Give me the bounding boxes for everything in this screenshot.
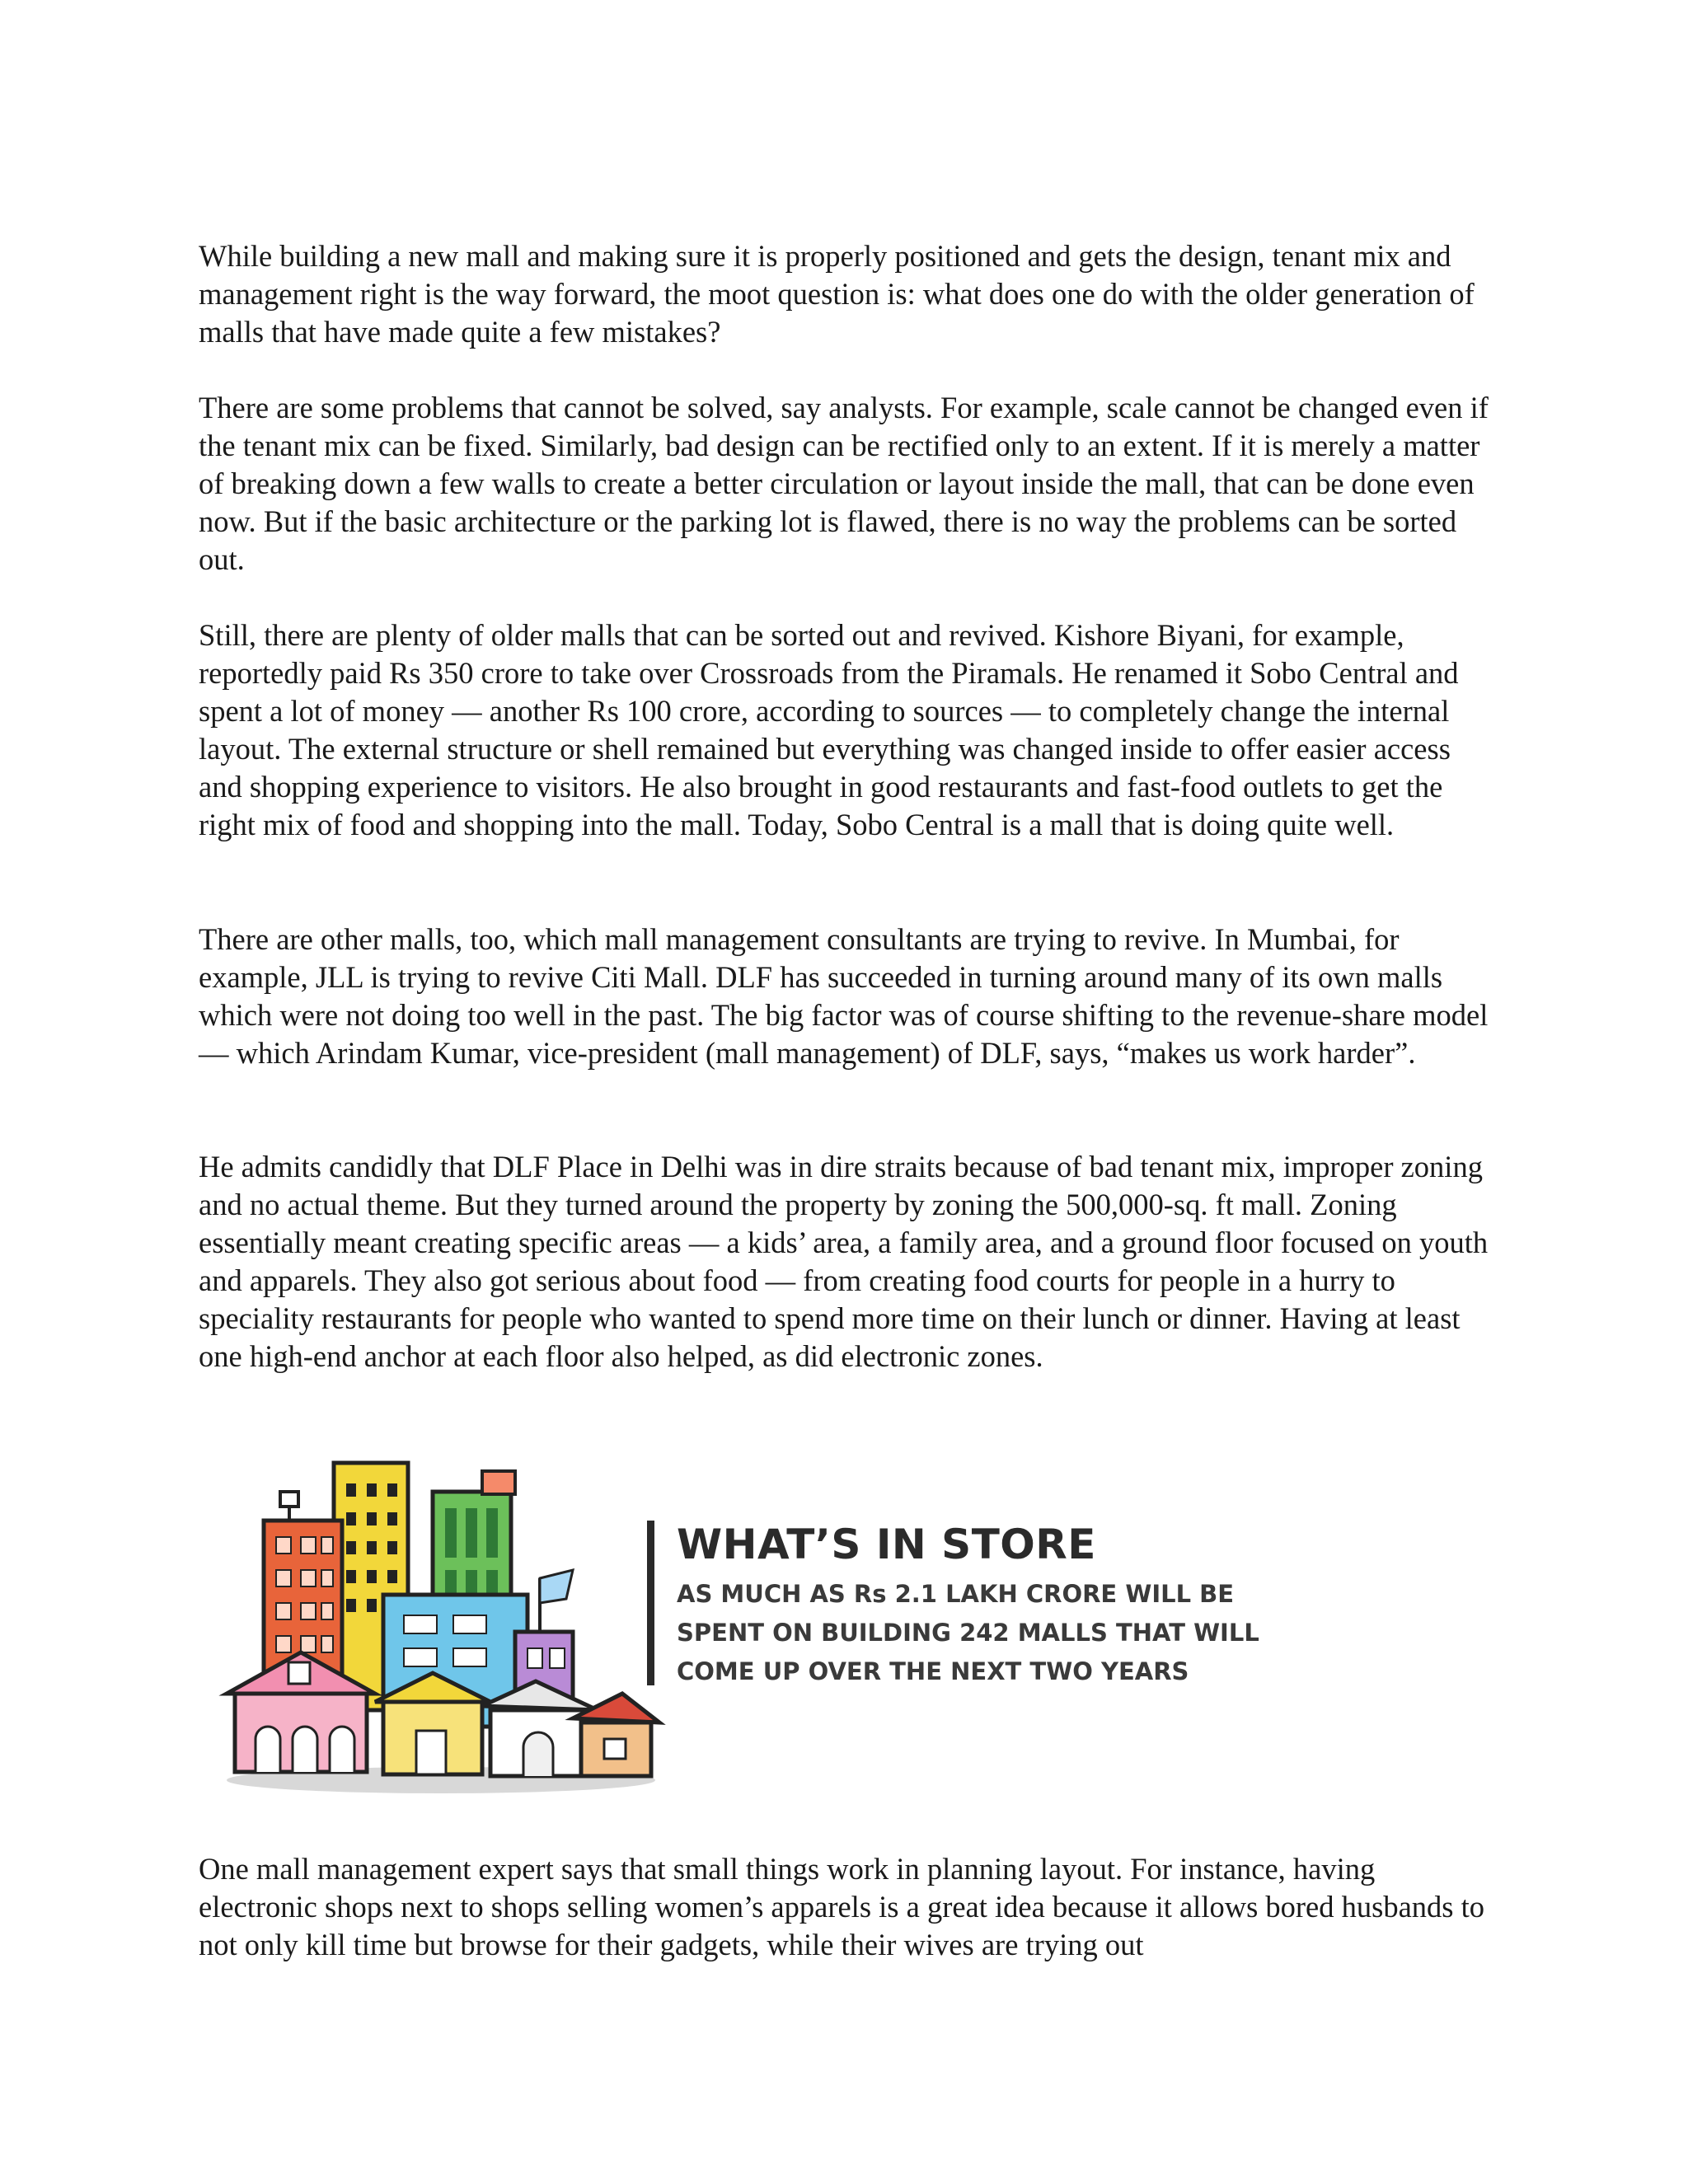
callout-text bbox=[677, 1575, 1259, 1691]
whats-in-store-figure bbox=[210, 1446, 1259, 1801]
whats-in-store-callout bbox=[647, 1521, 1259, 1685]
city-buildings-illustration bbox=[210, 1446, 672, 1801]
paragraph-5: He admits candidly that DLF Place in Delhi was in dire straits because of bad tenant mix, improper zoning and no actual theme. But they turned around the property by zoning the 500,000-sq. ft mall. Zoning essentially meant creating specific areas — a kids’ area, a family area, and a ground floor focused on youth and apparels. They also got serious about food — from creating food courts for people in a hurry to speciality restaurants for people who wanted to spend more time on their lunch or dinner. Having at least one high-end anchor at each floor also helped, as did electronic zones. bbox=[199, 1150, 1489, 1373]
callout-line-2: SPENT ON BUILDING 242 MALLS THAT WILL bbox=[677, 1619, 1259, 1647]
callout-line-1: AS MUCH AS Rs 2.1 LAKH CRORE WILL BE bbox=[677, 1580, 1235, 1608]
callout-divider-bar bbox=[647, 1521, 654, 1685]
callout-line-3: COME UP OVER THE NEXT TWO YEARS bbox=[677, 1657, 1189, 1685]
paragraph-3: Still, there are plenty of older malls that can be sorted out and revived. Kishore Biyani, for example, reportedly paid Rs 350 crore to take over Crossroads from the Piramals. He renamed it Sobo Central and spent a lot of money — another Rs 100 crore, according to sources — to completely change the internal layout. The external structure or shell remained but everything was changed inside to offer easier access and shopping experience to visitors. He also brought in good restaurants and fast-food outlets to get the right mix of food and shopping into the mall. Today, Sobo Central is a mall that is doing quite well. bbox=[199, 618, 1459, 841]
paragraph-1: While building a new mall and making sure it is properly positioned and gets the design, tenant mix and management right is the way forward, the moot question is: what does one do with the older generation of malls that have made quite a few mistakes? bbox=[199, 239, 1475, 349]
paragraph-6: One mall management expert says that small things work in planning layout. For instance, having electronic shops next to shops selling women’s apparels is a great idea because it allows bored husbands to not only kill time but browse for their gadgets, while their wives are trying out bbox=[199, 1852, 1485, 1961]
callout-title: WHAT’S IN STORE bbox=[677, 1521, 1096, 1568]
paragraph-4: There are other malls, too, which mall management consultants are trying to revive. In Mumbai, for example, JLL is trying to revive Citi Mall. DLF has succeeded in turning around many of its own malls which were not doing too well in the past. The big factor was of course shifting to the revenue-share model — which Arindam Kumar, vice-president (mall management) of DLF, says, “makes us work harder”. bbox=[199, 922, 1489, 1070]
paragraph-2: There are some problems that cannot be solved, say analysts. For example, scale cannot be changed even if the tenant mix can be fixed. Similarly, bad design can be rectified only to an extent. If it is merely a matter of breaking down a few walls to create a better circulation or layout inside the mall, that can be done even now. But if the basic architecture or the parking lot is flawed, there is no way the problems can be sorted out. bbox=[199, 391, 1489, 576]
